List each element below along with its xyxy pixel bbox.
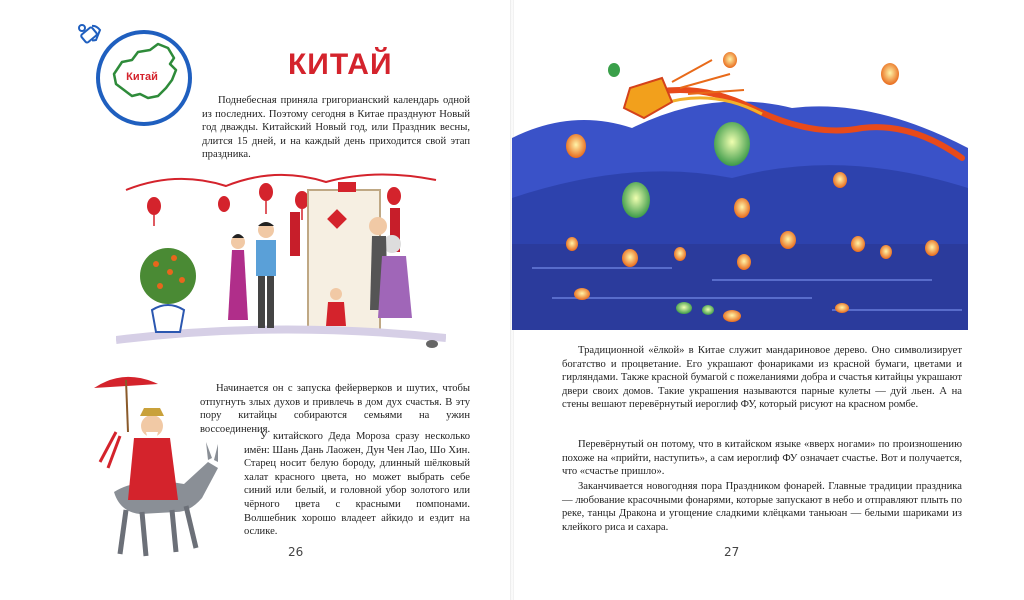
grandfather-paragraph: У китайского Деда Мороза сразу несколько имён: Шань Дань Лаожен, Дун Чен Лао, Шо Хин. Старец носит белую бороду, длинный шёлковый халат красного цвета, но может выбрать себе синий или белый, и головной убор золотого или чёрного цвета с красными помпонами. Волшебник хорошо владеет айкидо и ездит на ослике. (244, 431, 470, 538)
tree-paragraph: Традиционной «ёлкой» в Китае служит мандариновое дерево. Оно символизирует богатство и процветание. Его украшают фонариками из красной бумаги, цветами и гирляндами. Также красной бумагой с пожеланиями добра и счастья китайцы украшают двери своих домов. Такие украшения называются парные кулеты — дуй льен. А на стены вешают перевёрнутый иероглиф ФУ, который рисуют на красном ромбе. (562, 345, 962, 411)
ornament-cap-icon (76, 22, 104, 50)
page-number-left: 26 (288, 545, 304, 559)
family-illustration (116, 160, 446, 360)
badge-label: Китай (126, 71, 158, 83)
lantern-festival-illustration (512, 48, 968, 330)
fireworks-paragraph: Начинается он с запуска фейерверков и шутих, чтобы отпугнуть злых духов и привлечь в дом дух счастья. В эту пору китайцы собираются семьями на ужин воссоединения. (200, 383, 470, 435)
grandfather-donkey-illustration (80, 372, 230, 572)
fu-paragraph: Перевёрнутый он потому, что в китайском языке «вверх ногами» по произношению похоже на «прийти, наступить», а сам иероглиф ФУ означает счастье. Вот и получается, что «счастье пришло». (562, 439, 962, 478)
page-number-right: 27 (724, 545, 740, 559)
map-badge-icon (92, 24, 196, 128)
right-page (512, 0, 1024, 600)
page-title: КИТАЙ (288, 48, 393, 81)
intro-paragraph: Поднебесная приняла григорианский календарь одной из последних. Поэтому сегодня в Китае празднуют Новый год дважды. Китайский Новый год, или Праздник весны, длится 15 дней, и на каждый день приходится свой этап праздника. (202, 95, 470, 161)
lantern-paragraph: Заканчивается новогодняя пора Праздником фонарей. Главные традиции праздника — любование красочными фонарями, которые запускают в небо и отправляют плыть по реке, танцы Дракона и угощение сладкими клёцками таньюан — белыми шариками из клейкого риса и сахара. (562, 481, 962, 533)
